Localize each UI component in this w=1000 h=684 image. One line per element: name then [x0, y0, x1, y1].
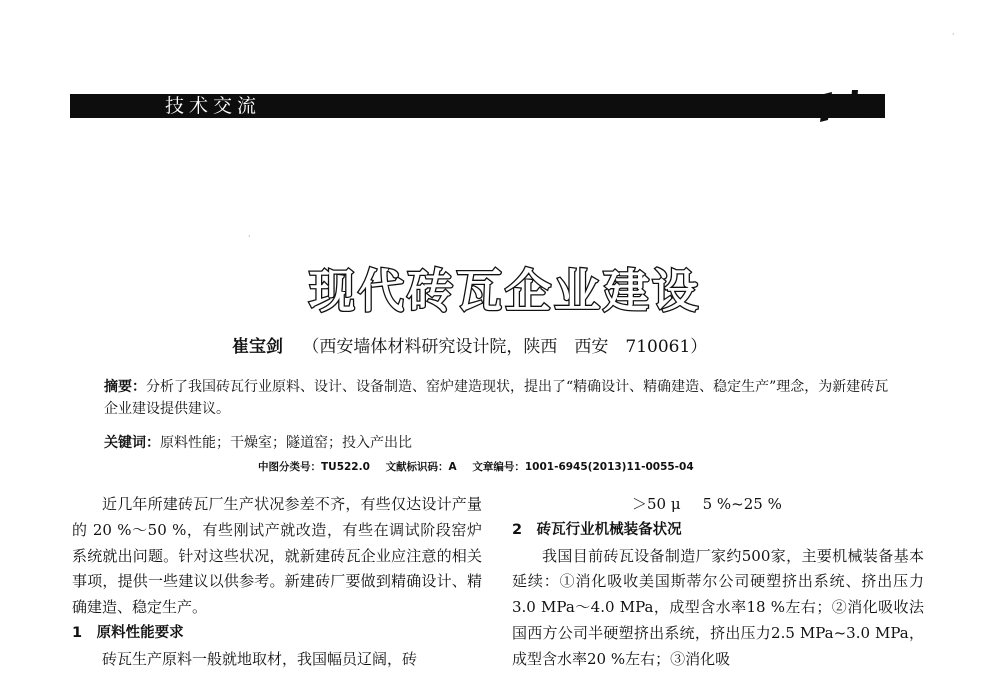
body-column-right [512, 492, 924, 673]
body-column-left [72, 492, 482, 673]
body-paragraph: 砖瓦生产原料一般就地取材，我国幅员辽阔，砖 [102, 649, 418, 668]
keywords-text: 原料性能；干燥室；隧道窑；投入产出比 [160, 435, 412, 451]
section-heading: 1 原料性能要求 [72, 624, 184, 641]
author-line [232, 336, 707, 358]
scan-mark: · [952, 30, 955, 39]
section-heading: 2 砖瓦行业机械装备状况 [512, 521, 682, 538]
journal-logo-icon [798, 84, 890, 126]
document-code: 文献标识码：A [385, 461, 457, 473]
intro-paragraph: 近几年所建砖瓦厂生产状况参差不齐，有些仅达设计产量的 20 %～50 %，有些刚试产就改造，有些在调试阶段窑炉系统就出问题。针对这些状况，就新建砖瓦企业应注意的相关事项，提供一些建议以供参考。新建砖厂要做到精确设计、精确建造、稳定生产。 [72, 495, 482, 617]
clc-number: 中图分类号：TU522.0 [258, 461, 370, 473]
abstract [104, 376, 894, 420]
section-label: 技术交流 [165, 95, 262, 117]
table-cell: ＞50 μ [632, 495, 681, 513]
keywords-label: 关键词： [104, 435, 160, 451]
abstract-label: 摘要： [104, 379, 146, 395]
article-title-text: 现代砖瓦企业建设 [309, 264, 701, 318]
section-header-bar [70, 94, 885, 118]
table-cell: 5 %~25 % [702, 495, 782, 513]
classification-line [258, 459, 706, 475]
abstract-text: 分析了我国砖瓦行业原料、设计、设备制造、窑炉建造现状，提出了“精确设计、精确建造、稳定生产”理念，为新建砖瓦企业建设提供建议。 [104, 379, 889, 417]
body-paragraph: 我国目前砖瓦设备制造厂家约500家，主要机械装备基本延续：①消化吸收美国斯蒂尔公司硬塑挤出系统、挤出压力3.0 MPa～4.0 MPa，成型含水率18 %左右；②消化吸收法国西方公司半硬塑挤出系统，挤出压力2.5 MPa~3.0 MPa，成型含水率20 %左右；③消化吸 [512, 546, 924, 668]
article-title [270, 262, 740, 322]
scan-mark: · [248, 232, 251, 241]
table-row [512, 492, 924, 518]
article-number: 文章编号：1001-6945(2013)11-0055-04 [472, 461, 694, 473]
author-name: 崔宝剑 [232, 337, 283, 357]
keywords [104, 432, 412, 454]
author-affiliation: （西安墙体材料研究设计院，陕西 西安 710061） [302, 337, 708, 357]
